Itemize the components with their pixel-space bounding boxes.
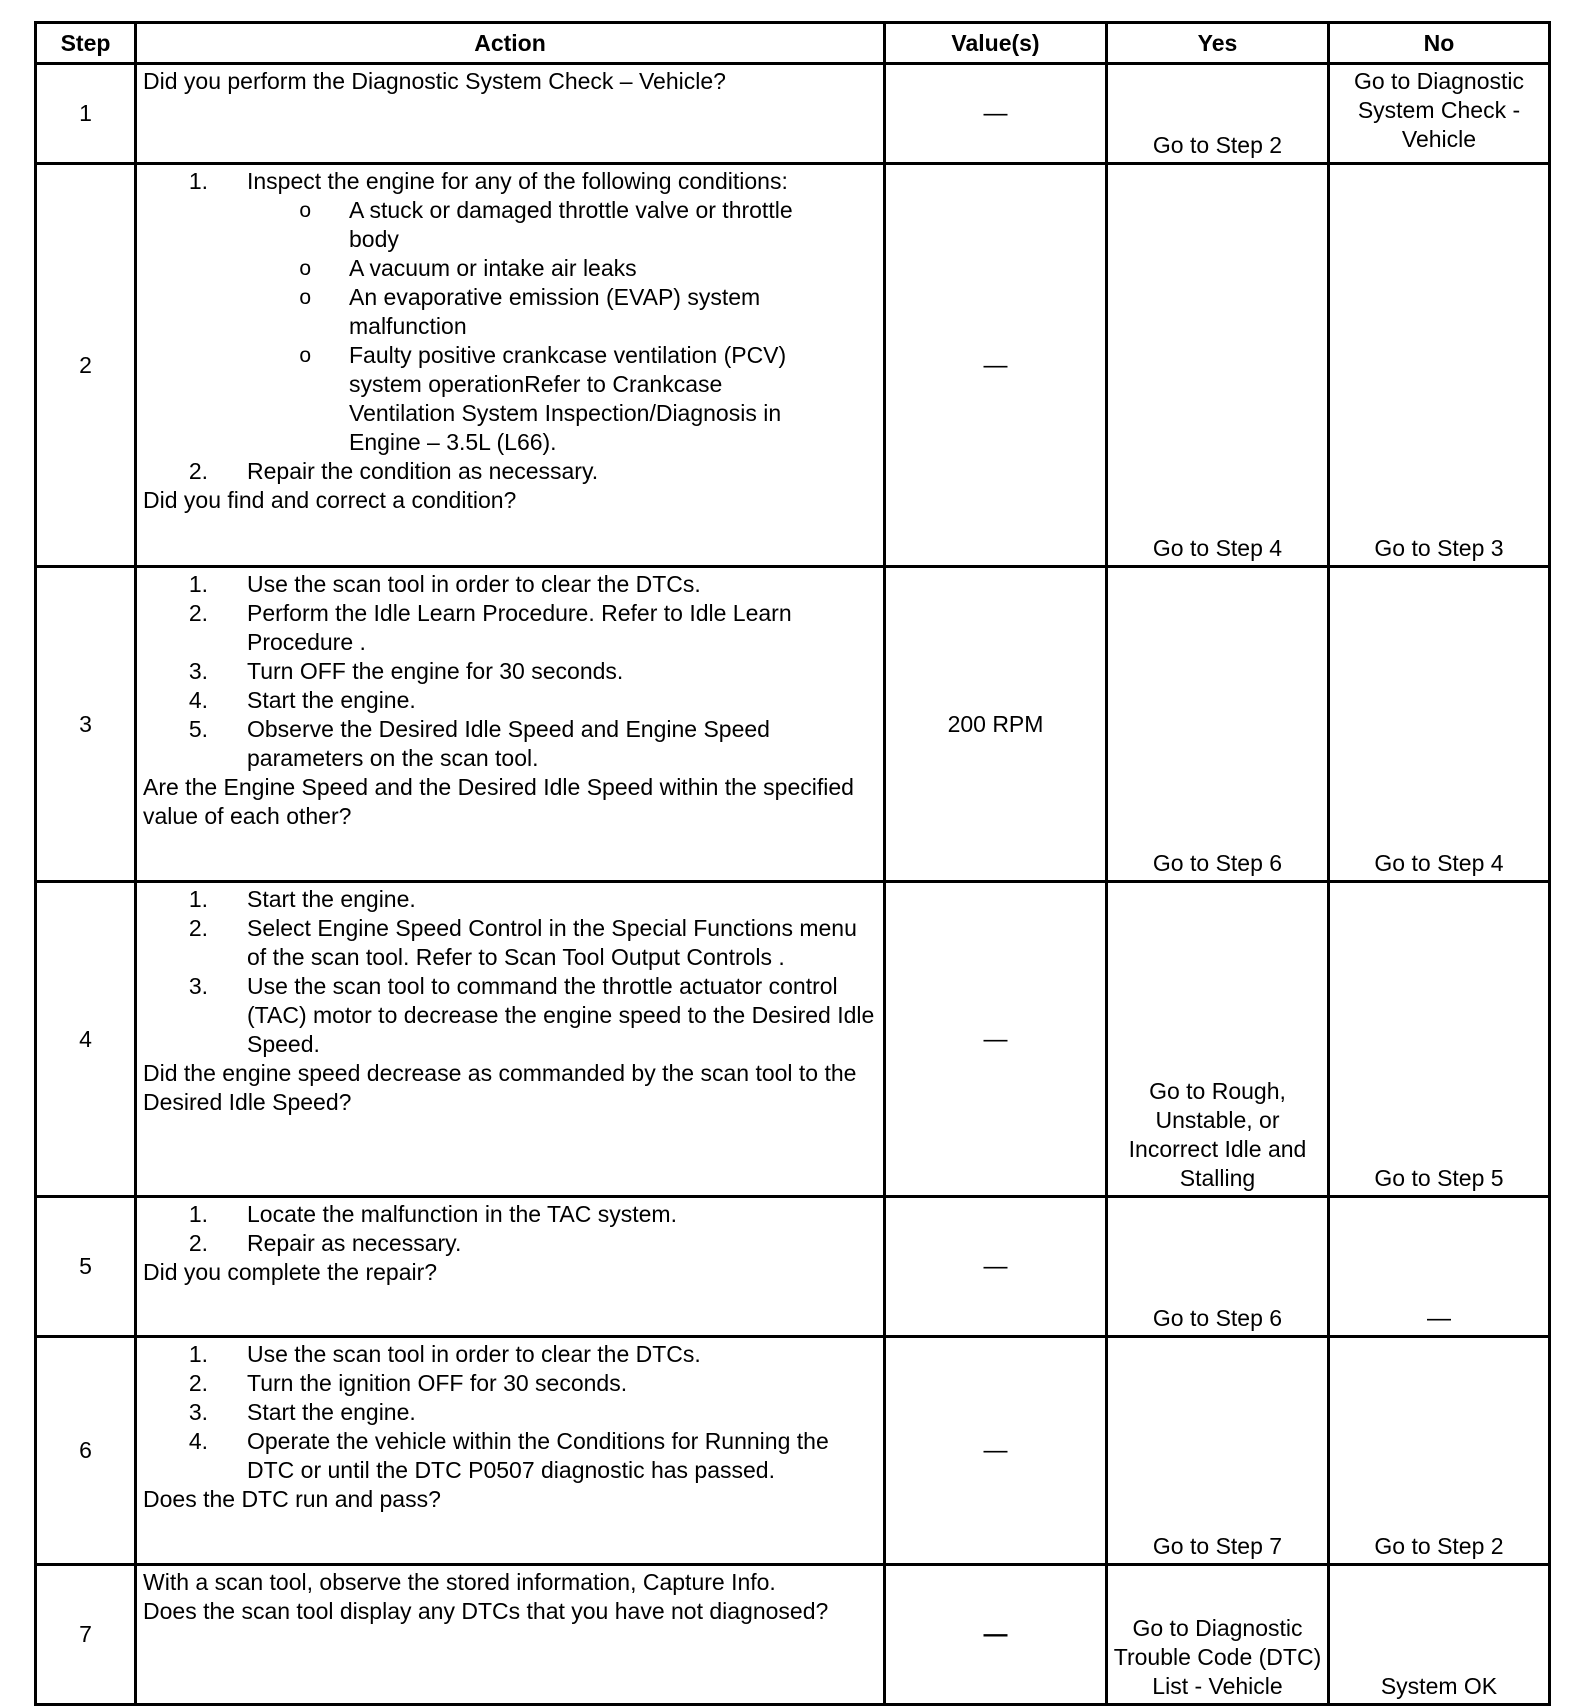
header-step: Step (36, 23, 136, 64)
item-text: Perform the Idle Learn Procedure. Refer to Idle Learn Procedure . (247, 600, 792, 655)
action-cell (136, 882, 885, 1197)
table-row (36, 882, 1550, 1197)
list-item (143, 914, 879, 972)
list-item (143, 599, 879, 657)
action-question: Are the Engine Speed and the Desired Idle Speed within the specified value of each other? (143, 774, 854, 829)
step-number: 3 (36, 567, 136, 882)
step-number: 5 (36, 1197, 136, 1337)
item-text: Select Engine Speed Control in the Special Functions menu of the scan tool. Refer to Scan Tool Output Controls . (247, 915, 857, 970)
item-number: 1. (188, 1201, 208, 1227)
list-item (143, 457, 879, 486)
item-text: Use the scan tool in order to clear the DTCs. (247, 1341, 701, 1367)
item-number: 3. (188, 1399, 208, 1425)
item-number: 1. (188, 571, 208, 597)
list-item (143, 1398, 879, 1427)
sub-list-item (143, 196, 879, 254)
action-cell (136, 1565, 885, 1705)
step-number: 6 (36, 1337, 136, 1565)
table-row (36, 567, 1550, 882)
action-text: With a scan tool, observe the stored information, Capture Info. (143, 1569, 776, 1595)
item-text: Inspect the engine for any of the following conditions: (247, 168, 788, 194)
value-cell: — (885, 882, 1107, 1197)
header-values: Value(s) (885, 23, 1107, 64)
step-number: 4 (36, 882, 136, 1197)
diagnostic-table (34, 21, 1551, 1706)
step-number: 7 (36, 1565, 136, 1705)
action-question: Did the engine speed decrease as commanded by the scan tool to the Desired Idle Speed? (143, 1060, 857, 1115)
list-item (143, 570, 879, 599)
action-cell (136, 64, 885, 164)
yes-cell: Go to Step 6 (1107, 567, 1329, 882)
yes-cell: Go to Diagnostic Trouble Code (DTC) List - Vehicle (1107, 1565, 1329, 1705)
item-number: 1. (188, 168, 208, 194)
value-cell: — (885, 1337, 1107, 1565)
action-cell (136, 164, 885, 567)
list-item (143, 167, 879, 196)
no-cell: — (1329, 1197, 1550, 1337)
item-number: 3. (188, 658, 208, 684)
action-question: Did you complete the repair? (143, 1259, 438, 1285)
header-row (36, 23, 1550, 64)
list-item (143, 1340, 879, 1369)
list-item (143, 1427, 879, 1485)
no-cell: Go to Diagnostic System Check - Vehicle (1329, 64, 1550, 164)
value-cell: — (885, 164, 1107, 567)
sub-list-item (143, 341, 879, 457)
procedure-list (143, 885, 879, 1059)
bullet-icon: o (299, 257, 311, 280)
list-item (143, 657, 879, 686)
action-cell (136, 567, 885, 882)
action-text: Did you perform the Diagnostic System Check – Vehicle? (143, 68, 726, 94)
table-row (36, 1565, 1550, 1705)
item-number: 2. (188, 1370, 208, 1396)
sub-list-item (143, 283, 879, 341)
yes-cell: Go to Step 7 (1107, 1337, 1329, 1565)
value-cell: — (885, 1565, 1107, 1705)
list-item (143, 1369, 879, 1398)
header-action: Action (136, 23, 885, 64)
list-item (143, 1200, 879, 1229)
item-text: Repair as necessary. (247, 1230, 462, 1256)
list-item (143, 972, 879, 1059)
item-text: Observe the Desired Idle Speed and Engine Speed parameters on the scan tool. (247, 716, 770, 771)
value-cell: — (885, 64, 1107, 164)
item-text: Repair the condition as necessary. (247, 458, 599, 484)
item-text: Start the engine. (247, 886, 416, 912)
yes-cell: Go to Rough, Unstable, or Incorrect Idle and Stalling (1107, 882, 1329, 1197)
item-text: Start the engine. (247, 1399, 416, 1425)
action-cell (136, 1197, 885, 1337)
header-no: No (1329, 23, 1550, 64)
step-number: 1 (36, 64, 136, 164)
item-text: Use the scan tool in order to clear the DTCs. (247, 571, 701, 597)
list-item (143, 715, 879, 773)
value-cell: — (885, 1197, 1107, 1337)
action-question: Did you find and correct a condition? (143, 487, 517, 513)
yes-cell: Go to Step 4 (1107, 164, 1329, 567)
item-number: 2. (188, 458, 208, 484)
item-number: 1. (188, 886, 208, 912)
no-cell: Go to Step 5 (1329, 882, 1550, 1197)
list-item (143, 686, 879, 715)
item-text: Turn OFF the engine for 30 seconds. (247, 658, 624, 684)
action-question: Does the DTC run and pass? (143, 1486, 441, 1512)
bullet-icon: o (299, 286, 311, 309)
procedure-list (143, 570, 879, 773)
item-text: Operate the vehicle within the Conditions for Running the DTC or until the DTC P0507 diagnostic has passed. (247, 1428, 829, 1483)
bullet-icon: o (299, 344, 311, 367)
bullet-icon: o (299, 199, 311, 222)
item-number: 4. (188, 1428, 208, 1454)
no-cell: Go to Step 4 (1329, 567, 1550, 882)
item-number: 2. (188, 600, 208, 626)
procedure-list (143, 1200, 879, 1258)
item-text: Start the engine. (247, 687, 416, 713)
step-number: 2 (36, 164, 136, 567)
item-text: Use the scan tool to command the throttle actuator control (TAC) motor to decrease the engine speed to the Desired Idle Speed. (247, 973, 875, 1057)
no-cell: System OK (1329, 1565, 1550, 1705)
procedure-list (143, 1340, 879, 1485)
yes-cell: Go to Step 6 (1107, 1197, 1329, 1337)
value-cell: 200 RPM (885, 567, 1107, 882)
procedure-list (143, 167, 879, 486)
table-row (36, 1337, 1550, 1565)
item-number: 5. (188, 716, 208, 742)
item-number: 4. (188, 687, 208, 713)
item-number: 2. (188, 1230, 208, 1256)
item-number: 3. (188, 973, 208, 999)
action-question: Does the scan tool display any DTCs that you have not diagnosed? (143, 1598, 829, 1624)
action-cell (136, 1337, 885, 1565)
sub-item-text: An evaporative emission (EVAP) system malfunction (349, 284, 761, 339)
sub-item-text: A stuck or damaged throttle valve or throttle body (349, 197, 793, 252)
list-item (143, 1229, 879, 1258)
sub-item-text: Faulty positive crankcase ventilation (PCV) system operationRefer to Crankcase Ventilation System Inspection/Diagnosis in Engine – 3.5L (L66). (349, 342, 787, 455)
item-number: 1. (188, 1341, 208, 1367)
table-row (36, 64, 1550, 164)
yes-cell: Go to Step 2 (1107, 64, 1329, 164)
table-row (36, 164, 1550, 567)
item-text: Turn the ignition OFF for 30 seconds. (247, 1370, 628, 1396)
no-cell: Go to Step 3 (1329, 164, 1550, 567)
item-text: Locate the malfunction in the TAC system. (247, 1201, 677, 1227)
item-number: 2. (188, 915, 208, 941)
table-row (36, 1197, 1550, 1337)
sub-list-item (143, 254, 879, 283)
no-cell: Go to Step 2 (1329, 1337, 1550, 1565)
list-item (143, 885, 879, 914)
sub-item-text: A vacuum or intake air leaks (349, 255, 637, 281)
header-yes: Yes (1107, 23, 1329, 64)
